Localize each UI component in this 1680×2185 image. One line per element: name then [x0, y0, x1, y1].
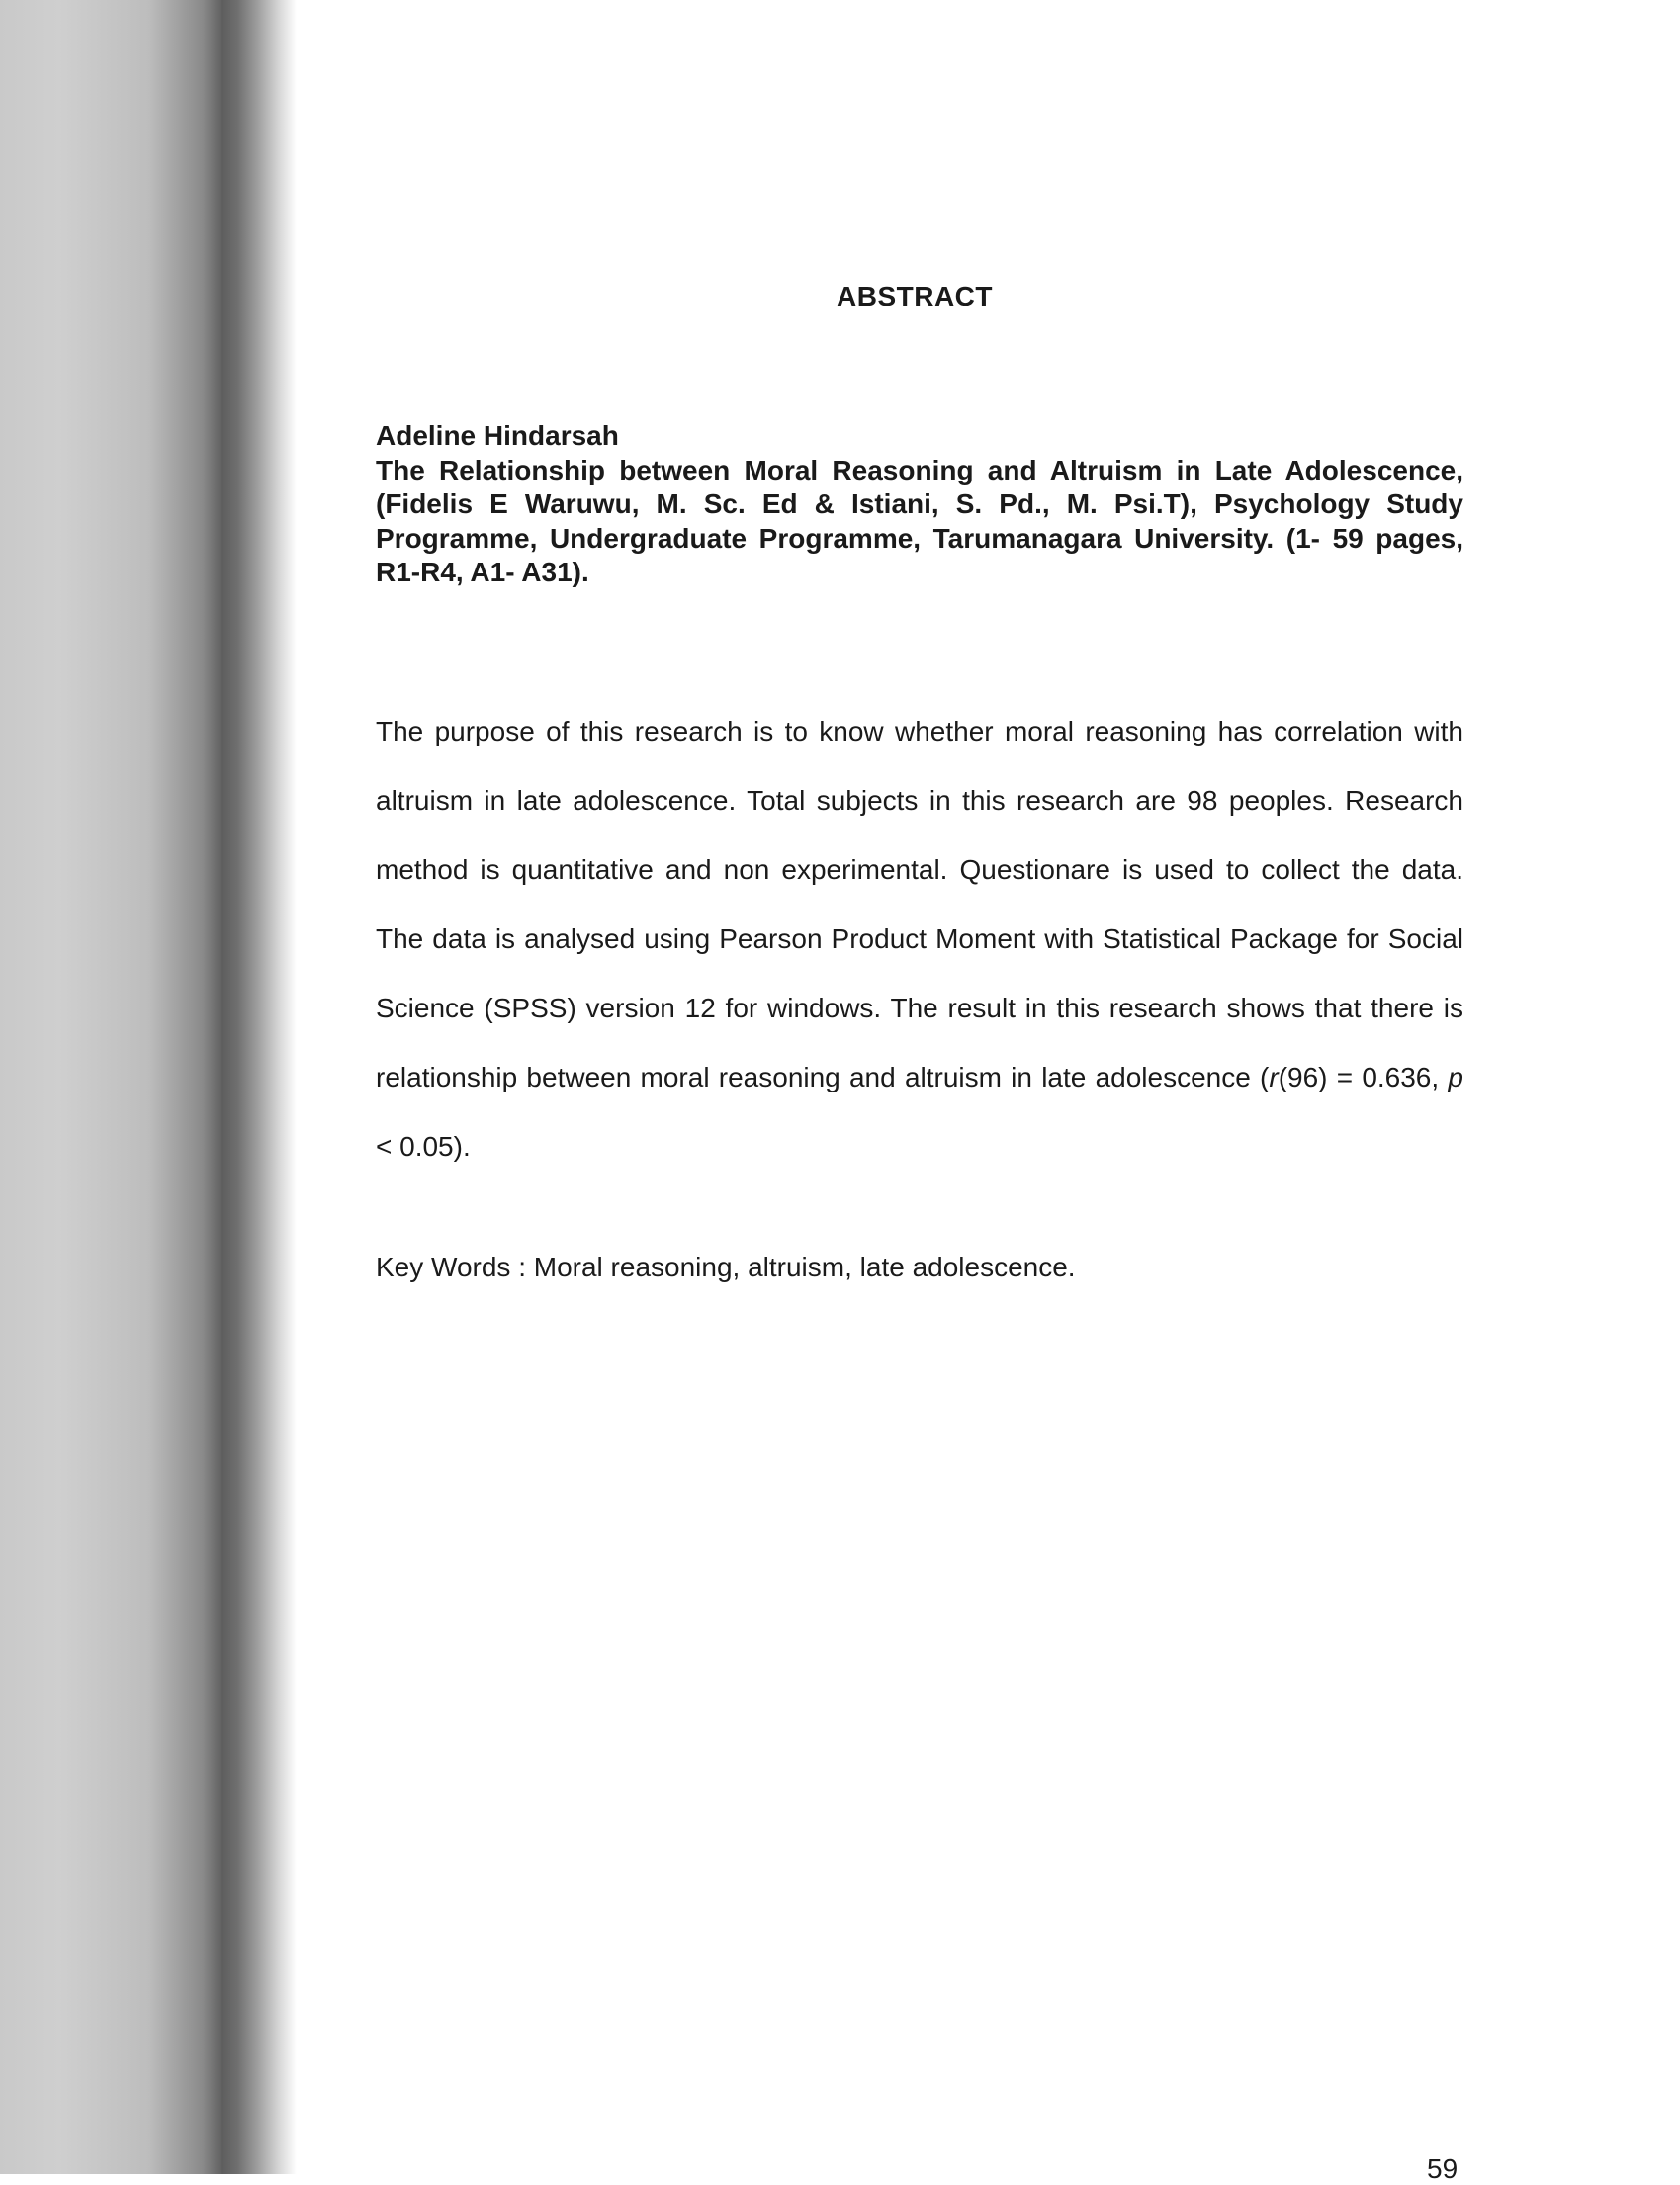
abstract-text: The purpose of this research is to know whether moral reasoning has correlation with altruism in late adolescence. Total subjects in this research are 98 peoples. Research method is quantitative and non experimental. Questionare is used to collect the data. The data is analysed using Pearson Product Moment with Statistical Package for Social Science (SPSS) version 12 for windows. The result in this research shows that there is relationship between moral reasoning and altruism in late adolescence ( [376, 716, 1463, 1092]
stat-r-symbol: r [1269, 1062, 1279, 1092]
scan-binding-shadow [0, 0, 297, 2174]
stat-p-value: < 0.05). [376, 1131, 471, 1162]
author-name: Adeline Hindarsah [376, 420, 619, 451]
abstract-paragraph [376, 697, 1463, 1181]
stat-p-symbol: p [1448, 1062, 1463, 1092]
bibliographic-header [376, 419, 1463, 590]
keywords: Key Words : Moral reasoning, altruism, late adolescence. [376, 1252, 1076, 1282]
thesis-citation: The Relationship between Moral Reasoning and Altruism in Late Adolescence, (Fidelis E Waruwu, M. Sc. Ed & Istiani, S. Pd., M. Psi.T), Psychology Study Programme, Undergraduate Programme, Tarumanagara University. (1- 59 pages, R1-R4, A1- A31). [376, 454, 1463, 587]
page-number: 59 [1427, 2153, 1459, 2184]
page-title: ABSTRACT [837, 281, 993, 311]
stat-r-value: (96) = 0.636, [1278, 1062, 1449, 1092]
